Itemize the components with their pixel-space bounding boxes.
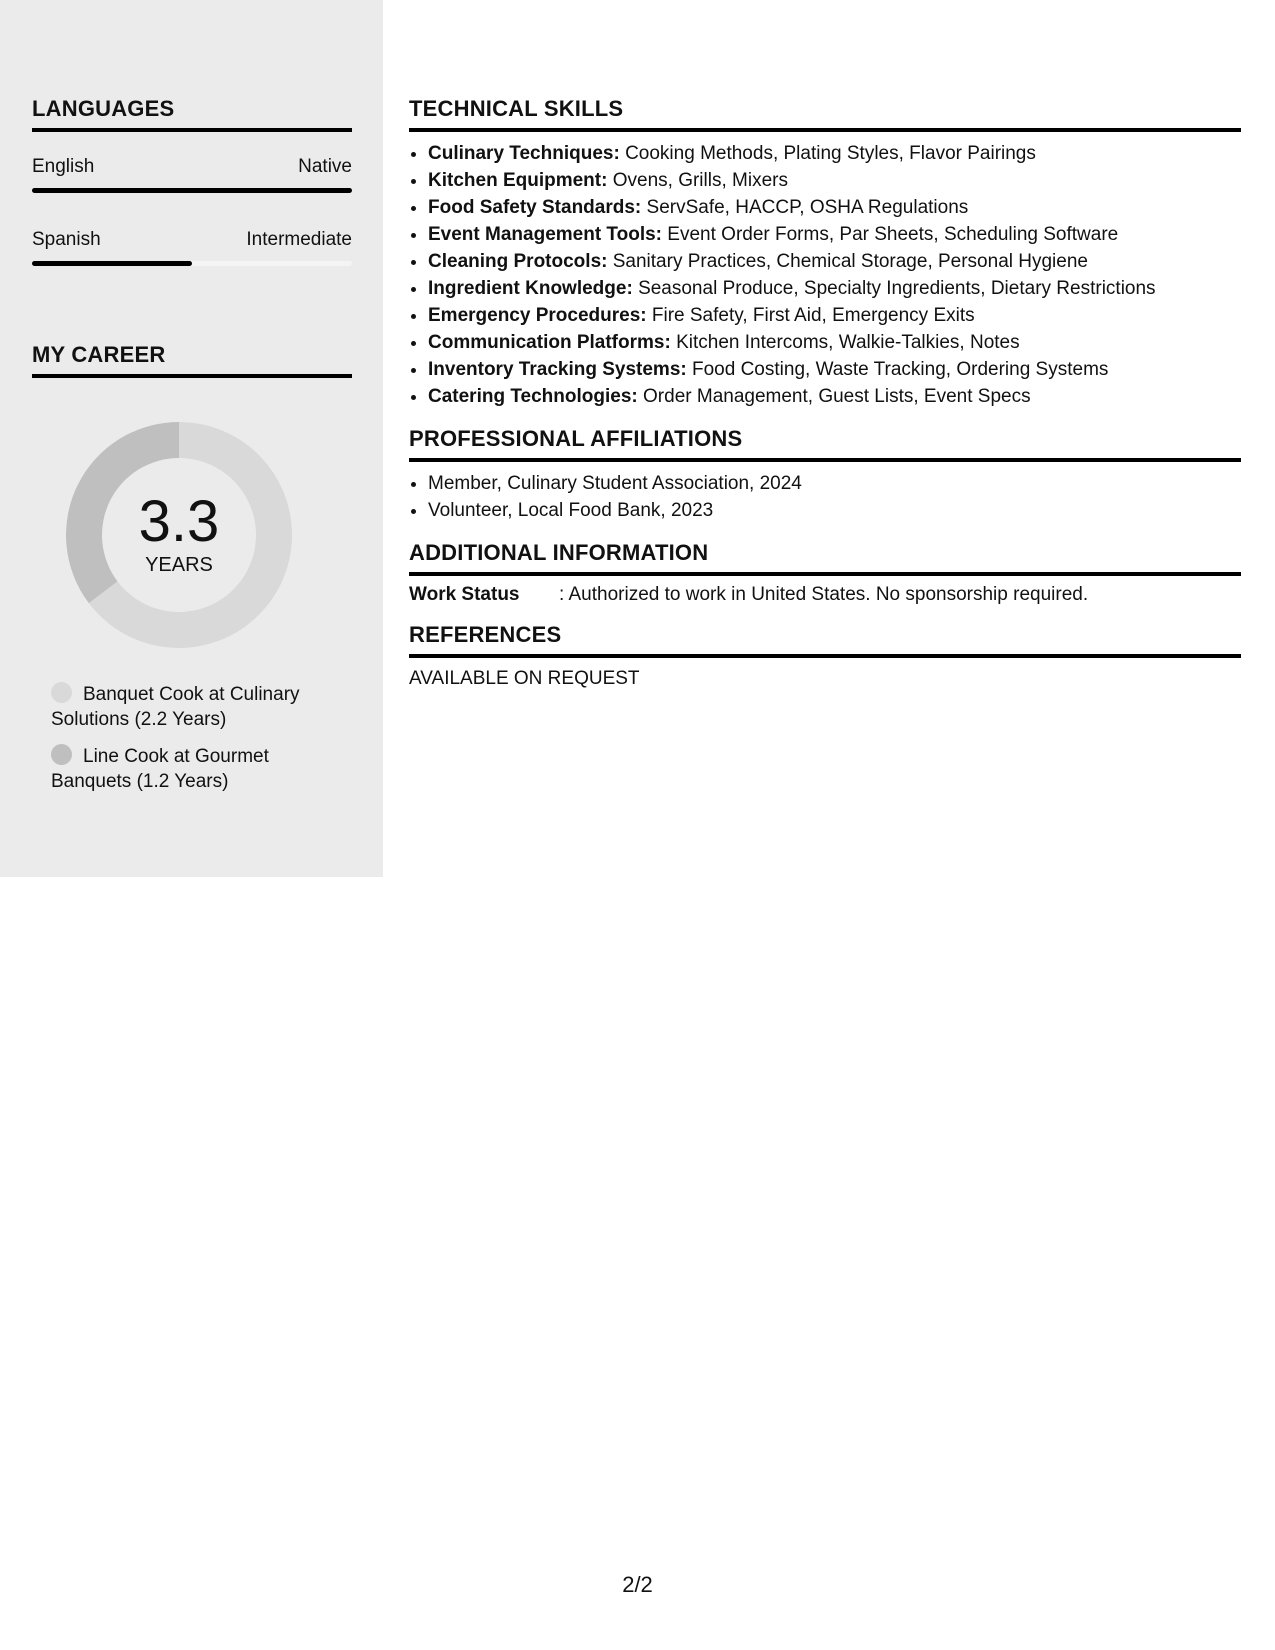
language-row bbox=[32, 156, 352, 178]
language-row bbox=[32, 229, 352, 251]
work-status-label: Work Status bbox=[409, 584, 520, 605]
affiliations-list bbox=[409, 470, 1241, 524]
work-status-row bbox=[409, 584, 1241, 606]
technical-skills-section bbox=[409, 96, 1241, 410]
skill-label: Ingredient Knowledge: bbox=[428, 278, 633, 299]
skill-value: Order Management, Guest Lists, Event Specs bbox=[643, 386, 1031, 407]
language-proficiency-bar bbox=[32, 188, 352, 193]
skill-label: Catering Technologies: bbox=[428, 386, 638, 407]
career-total bbox=[66, 489, 292, 577]
skill-label: Kitchen Equipment: bbox=[428, 170, 608, 191]
skill-item bbox=[428, 329, 1241, 356]
skill-item bbox=[428, 167, 1241, 194]
skill-item bbox=[428, 221, 1241, 248]
career-legend-item bbox=[51, 682, 321, 732]
skill-label: Inventory Tracking Systems: bbox=[428, 359, 687, 380]
language-name: English bbox=[32, 156, 95, 177]
skill-item bbox=[428, 302, 1241, 329]
skill-value: ServSafe, HACCP, OSHA Regulations bbox=[646, 197, 969, 218]
language-item-english bbox=[32, 156, 352, 193]
legend-dot-icon bbox=[51, 682, 72, 703]
legend-dot-icon bbox=[51, 744, 72, 765]
references-heading: REFERENCES bbox=[409, 622, 1241, 658]
skill-label: Event Management Tools: bbox=[428, 224, 663, 245]
technical-skills-heading: TECHNICAL SKILLS bbox=[409, 96, 1241, 132]
language-level: Intermediate bbox=[246, 229, 352, 250]
skill-label: Food Safety Standards: bbox=[428, 197, 642, 218]
languages-heading: LANGUAGES bbox=[32, 96, 352, 132]
skill-value: Seasonal Produce, Specialty Ingredients, Dietary Restrictions bbox=[638, 278, 1156, 299]
references-section bbox=[409, 622, 1241, 690]
skill-label: Culinary Techniques: bbox=[428, 143, 620, 164]
main-content bbox=[409, 96, 1241, 706]
career-legend bbox=[51, 682, 321, 794]
sidebar-content bbox=[32, 96, 352, 806]
language-level: Native bbox=[298, 156, 352, 177]
page-number: 2/2 bbox=[622, 1572, 653, 1597]
skill-item bbox=[428, 383, 1241, 410]
skill-item bbox=[428, 356, 1241, 383]
skill-item bbox=[428, 194, 1241, 221]
career-donut-chart bbox=[66, 422, 292, 648]
skill-value: Sanitary Practices, Chemical Storage, Personal Hygiene bbox=[612, 251, 1088, 272]
language-name: Spanish bbox=[32, 229, 101, 250]
language-proficiency-bar bbox=[32, 261, 352, 266]
skill-value: Cooking Methods, Plating Styles, Flavor Pairings bbox=[625, 143, 1036, 164]
technical-skills-list bbox=[409, 140, 1241, 410]
language-item-spanish bbox=[32, 229, 352, 266]
career-total-unit: YEARS bbox=[145, 554, 213, 576]
additional-info-heading: ADDITIONAL INFORMATION bbox=[409, 540, 1241, 576]
legend-label: Banquet Cook at Culinary Solutions (2.2 Years) bbox=[51, 684, 300, 730]
skill-item bbox=[428, 248, 1241, 275]
additional-info-section bbox=[409, 540, 1241, 606]
skill-item bbox=[428, 275, 1241, 302]
language-proficiency-fill bbox=[32, 261, 192, 266]
sidebar bbox=[0, 0, 383, 877]
skill-label: Communication Platforms: bbox=[428, 332, 671, 353]
affiliations-section bbox=[409, 426, 1241, 524]
affiliations-heading: PROFESSIONAL AFFILIATIONS bbox=[409, 426, 1241, 462]
skill-item bbox=[428, 140, 1241, 167]
skill-value: Fire Safety, First Aid, Emergency Exits bbox=[651, 305, 975, 326]
career-total-value: 3.3 bbox=[138, 489, 220, 554]
affiliation-item: • Volunteer, Local Food Bank, 2023 bbox=[428, 497, 1241, 524]
career-heading: MY CAREER bbox=[32, 342, 352, 378]
skill-value: Food Costing, Waste Tracking, Ordering Systems bbox=[692, 359, 1109, 380]
skill-value: Kitchen Intercoms, Walkie-Talkies, Notes bbox=[676, 332, 1020, 353]
affiliation-item: • Member, Culinary Student Association, 2024 bbox=[428, 470, 1241, 497]
language-proficiency-fill bbox=[32, 188, 352, 193]
legend-label: Line Cook at Gourmet Banquets (1.2 Years) bbox=[51, 746, 269, 792]
skill-label: Cleaning Protocols: bbox=[428, 251, 608, 272]
skill-value: Ovens, Grills, Mixers bbox=[612, 170, 788, 191]
skill-value: Event Order Forms, Par Sheets, Scheduling Software bbox=[667, 224, 1119, 245]
career-legend-item bbox=[51, 744, 321, 794]
references-text: AVAILABLE ON REQUEST bbox=[409, 668, 640, 689]
work-status-value: : Authorized to work in United States. No sponsorship required. bbox=[559, 584, 1089, 605]
skill-label: Emergency Procedures: bbox=[428, 305, 647, 326]
